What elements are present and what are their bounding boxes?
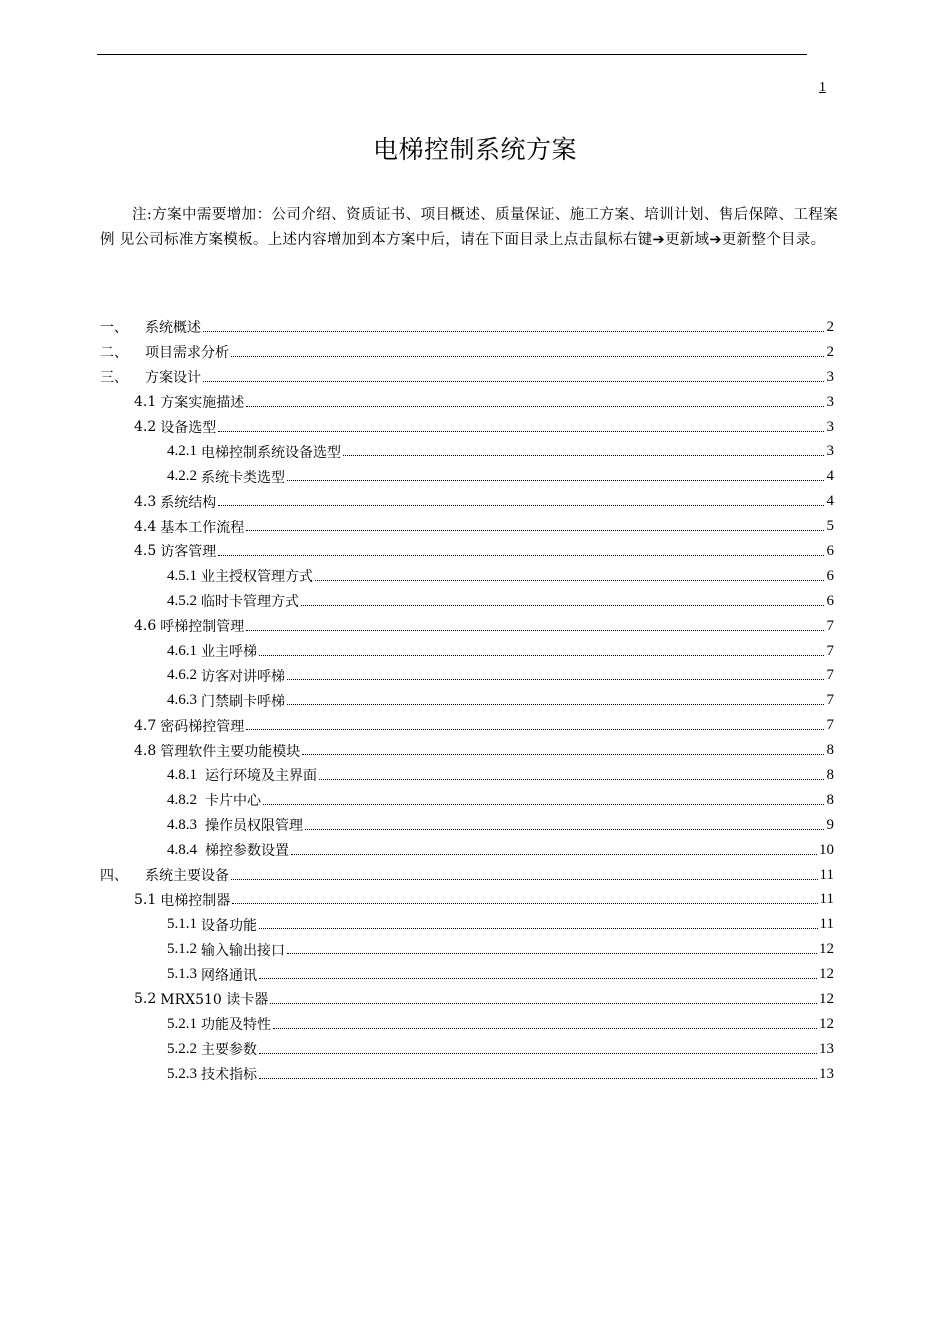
toc-leader [315, 580, 824, 581]
toc-entry-title: 访客对讲呼梯 [201, 668, 285, 685]
toc-leader [246, 530, 824, 531]
toc-entry[interactable] [100, 962, 834, 987]
toc-leader [218, 555, 824, 556]
toc-entry-page: 12 [819, 990, 834, 1007]
toc-entry[interactable] [100, 688, 834, 713]
toc-entry-title: MRX510 读卡器 [160, 992, 269, 1009]
toc-leader [301, 605, 824, 606]
toc-leader [231, 879, 818, 880]
toc-entry[interactable] [100, 912, 834, 937]
toc-entry[interactable] [100, 589, 834, 614]
toc-entry[interactable] [100, 788, 834, 813]
toc-entry-number: 4.6.3 [167, 692, 197, 709]
toc-leader [263, 804, 824, 805]
toc-entry-number: 4.8.2 [167, 791, 197, 808]
toc-entry-page: 13 [819, 1065, 834, 1082]
toc-leader [305, 829, 824, 830]
toc-entry-title: 临时卡管理方式 [201, 594, 299, 611]
toc-entry-number: 4.2 [134, 419, 157, 435]
toc-entry[interactable] [100, 987, 834, 1012]
header-rule [97, 54, 807, 55]
toc-entry-title: 设备选型 [160, 420, 217, 436]
toc-entry-page: 7 [826, 642, 834, 659]
toc-entry-page: 2 [826, 318, 834, 335]
toc-leader [259, 928, 818, 929]
toc-entry-title: 系统概述 [145, 320, 201, 337]
toc-entry-title: 电梯控制器 [160, 892, 231, 909]
toc-entry-title: 基本工作流程 [160, 519, 245, 536]
toc-entry[interactable] [100, 464, 834, 489]
toc-leader [203, 331, 824, 332]
toc-entry-number: 5.1.1 [167, 916, 197, 933]
toc-entry[interactable] [100, 763, 834, 788]
table-of-contents [100, 315, 834, 1087]
toc-entry-page: 12 [819, 1015, 834, 1032]
toc-entry[interactable] [100, 439, 834, 464]
toc-entry-page: 9 [826, 816, 834, 833]
toc-entry-title: 方案设计 [145, 370, 201, 387]
toc-entry-title: 电梯控制系统设备选型 [201, 444, 341, 461]
toc-entry[interactable] [100, 1062, 834, 1087]
toc-entry-title: 密码梯控管理 [160, 718, 245, 735]
toc-entry-number: 二、 [100, 345, 128, 362]
toc-entry-title: 系统主要设备 [145, 868, 229, 885]
toc-entry-title: 系统结构 [160, 494, 217, 511]
toc-entry-page: 7 [826, 617, 834, 634]
toc-entry-page: 13 [819, 1040, 834, 1057]
toc-entry[interactable] [100, 1037, 834, 1062]
toc-entry-page: 6 [826, 567, 834, 584]
toc-entry-number: 4.1 [134, 394, 157, 411]
toc-entry[interactable] [100, 390, 834, 415]
toc-entry-number: 4.5.1 [167, 567, 197, 584]
toc-entry-number: 4.8 [134, 742, 157, 759]
toc-entry-number: 四、 [100, 868, 128, 885]
toc-entry[interactable] [100, 863, 834, 888]
toc-entry-title: 访客管理 [160, 544, 217, 561]
toc-entry[interactable] [100, 340, 834, 365]
toc-entry-page: 12 [819, 966, 834, 983]
toc-entry[interactable] [100, 813, 834, 838]
toc-entry-page: 6 [826, 592, 834, 609]
toc-entry-title: 运行环境及主界面 [205, 768, 317, 785]
toc-entry[interactable] [100, 614, 834, 639]
toc-entry-number: 4.2.1 [167, 443, 197, 460]
toc-leader [246, 406, 824, 407]
toc-entry-number: 5.2 [134, 991, 157, 1008]
toc-entry-number: 4.8.3 [167, 816, 197, 833]
toc-entry-title: 系统卡类选型 [201, 469, 285, 486]
toc-entry-title: 主要参数 [201, 1042, 257, 1059]
toc-entry[interactable] [100, 564, 834, 589]
toc-entry-page: 5 [826, 518, 834, 535]
toc-entry-number: 5.2.2 [167, 1040, 197, 1057]
toc-entry-title: 输入输出接口 [201, 942, 285, 959]
toc-entry-page: 3 [826, 443, 834, 460]
toc-entry-number: 5.1 [134, 891, 157, 908]
toc-entry-page: 6 [826, 542, 834, 559]
toc-entry[interactable] [100, 1012, 834, 1037]
toc-entry-title: 门禁刷卡呼梯 [201, 693, 285, 710]
toc-entry-page: 7 [826, 717, 834, 734]
toc-entry-number: 5.1.3 [167, 966, 197, 983]
toc-leader [287, 953, 817, 954]
page-number: 1 [819, 80, 826, 95]
toc-leader [287, 679, 824, 680]
toc-entry-title: 技术指标 [201, 1067, 257, 1084]
toc-entry-title: 业主授权管理方式 [201, 569, 313, 586]
toc-entry[interactable] [100, 838, 834, 863]
toc-entry-number: 一、 [100, 320, 128, 337]
toc-entry-page: 10 [819, 841, 834, 858]
toc-entry-title: 业主呼梯 [201, 644, 257, 661]
toc-entry-title: 网络通讯 [201, 967, 257, 984]
note-paragraph: 注:方案中需要增加：公司介绍、资质证书、项目概述、质量保证、施工方案、培训计划、售后保障、工程案例 见公司标准方案模板。上述内容增加到本方案中后，请在下面目录上点击鼠标右键➔更新域➔更新整个目录。 [100, 206, 838, 248]
toc-entry-number: 4.5.2 [167, 592, 197, 609]
toc-entry-number: 4.7 [134, 717, 157, 734]
toc-entry-title: 呼梯控制管理 [160, 619, 245, 636]
toc-entry-page: 8 [826, 791, 834, 808]
toc-leader [231, 356, 824, 357]
toc-leader [291, 854, 817, 855]
toc-entry-number: 4.2.2 [167, 468, 197, 485]
toc-leader [287, 480, 824, 481]
toc-entry-number: 4.5 [134, 543, 157, 560]
toc-entry[interactable] [100, 639, 834, 664]
toc-entry-page: 3 [826, 368, 834, 385]
toc-entry-number: 4.6.1 [167, 642, 197, 659]
toc-entry-title: 功能及特性 [201, 1017, 271, 1034]
toc-entry[interactable] [100, 937, 834, 962]
toc-leader [203, 381, 824, 382]
toc-leader [259, 655, 824, 656]
toc-entry-title: 管理软件主要功能模块 [160, 743, 301, 760]
toc-entry-title: 梯控参数设置 [205, 843, 289, 860]
toc-entry[interactable] [100, 514, 834, 539]
document-title: 电梯控制系统方案 [372, 134, 577, 164]
toc-leader [273, 1028, 817, 1029]
toc-leader [218, 505, 824, 506]
toc-entry-page: 3 [826, 418, 834, 435]
toc-leader [232, 903, 817, 904]
toc-entry-title: 项目需求分析 [145, 345, 229, 362]
toc-leader [319, 779, 824, 780]
toc-entry-number: 4.6 [134, 618, 157, 635]
toc-entry-page: 4 [826, 493, 834, 510]
toc-leader [259, 978, 817, 979]
toc-leader [218, 431, 824, 432]
toc-entry-number: 4.8.4 [167, 841, 197, 858]
toc-entry-page: 4 [826, 468, 834, 485]
toc-entry[interactable] [100, 887, 834, 912]
toc-entry-title: 方案实施描述 [160, 395, 245, 412]
toc-entry[interactable] [100, 415, 834, 440]
toc-entry-page: 8 [826, 742, 834, 759]
toc-entry-page: 2 [826, 343, 834, 360]
toc-entry-page: 7 [826, 667, 834, 684]
toc-leader [246, 729, 824, 730]
toc-entry[interactable] [100, 663, 834, 688]
toc-entry[interactable] [100, 365, 834, 390]
toc-entry[interactable] [100, 489, 834, 514]
toc-leader [259, 1053, 817, 1054]
toc-leader [287, 704, 824, 705]
toc-leader [343, 455, 824, 456]
toc-entry-page: 3 [826, 393, 834, 410]
toc-entry-number: 4.8.1 [167, 766, 197, 783]
toc-entry-page: 11 [819, 891, 834, 908]
toc-entry-number: 4.6.2 [167, 667, 197, 684]
toc-entry-page: 12 [819, 941, 834, 958]
toc-entry-number: 4.4 [134, 518, 157, 535]
toc-entry-number: 三、 [100, 370, 128, 387]
toc-entry-page: 7 [826, 692, 834, 709]
toc-leader [302, 754, 824, 755]
toc-entry-page: 11 [819, 916, 834, 933]
toc-leader [246, 630, 824, 631]
toc-entry-number: 5.2.3 [167, 1065, 197, 1082]
toc-entry-page: 11 [819, 866, 834, 883]
toc-entry[interactable] [100, 315, 834, 340]
toc-entry-number: 5.2.1 [167, 1015, 197, 1032]
toc-entry[interactable] [100, 738, 834, 763]
toc-entry-number: 5.1.2 [167, 941, 197, 958]
toc-entry-title: 设备功能 [201, 917, 257, 934]
toc-entry[interactable] [100, 713, 834, 738]
toc-entry-title: 卡片中心 [205, 793, 261, 810]
toc-entry-title: 操作员权限管理 [205, 818, 303, 835]
toc-leader [259, 1078, 817, 1079]
toc-entry-number: 4.3 [134, 493, 157, 510]
toc-entry[interactable] [100, 539, 834, 564]
toc-entry-page: 8 [826, 766, 834, 783]
toc-leader [270, 1003, 817, 1004]
